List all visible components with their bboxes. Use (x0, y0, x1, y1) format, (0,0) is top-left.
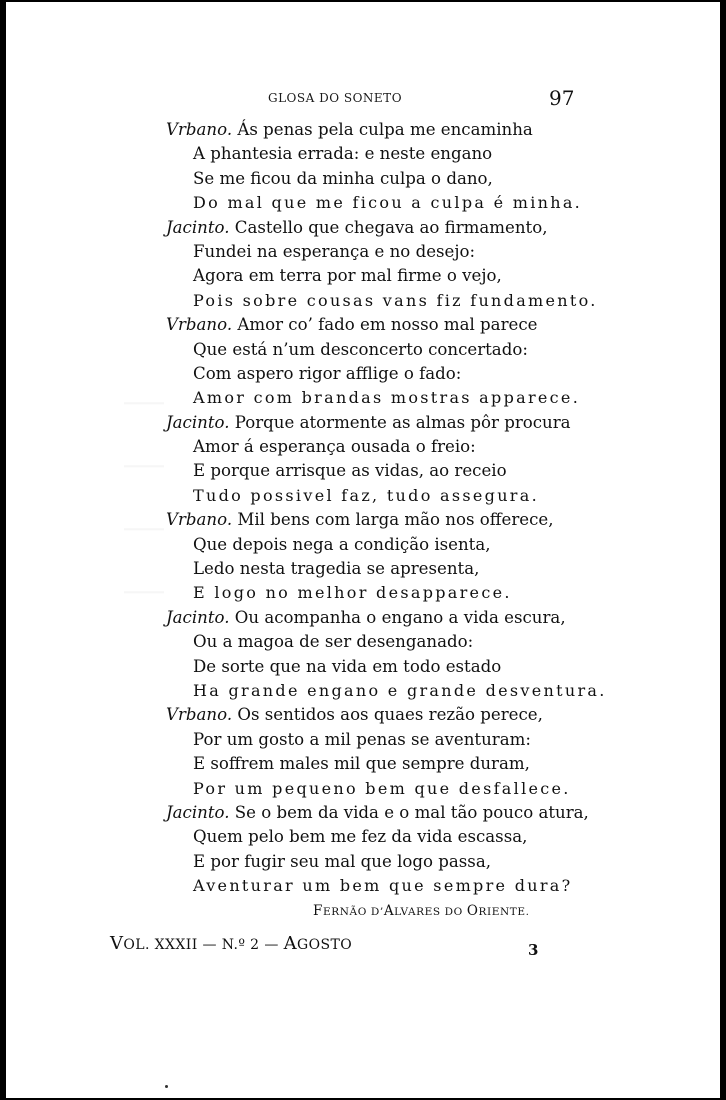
volume-line (110, 933, 352, 954)
verse-line: Fundei na esperança e no desejo: (193, 241, 476, 261)
verse-text: Porque atormente as almas pôr procura (234, 412, 571, 432)
signature-initial: F (313, 903, 323, 919)
signature-mark: 3 (528, 941, 539, 959)
speaker-name: Vrbano. (166, 510, 233, 530)
verse-line (166, 801, 589, 825)
bleed-through-marks (124, 342, 164, 642)
refrain-line: Amor com brandas mostras apparece. (193, 388, 581, 408)
verse-text: Os sentidos aos quaes rezão perece, (237, 705, 543, 725)
volume-text: OL. XXXII — N.º 2 — (123, 937, 284, 953)
verse-text: Ou acompanha o engano a vida escura, (234, 607, 566, 627)
verse-line: Que está n’um desconcerto concertado: (193, 339, 528, 359)
verse-line: E soffrem males mil que sempre duram, (193, 754, 530, 774)
refrain-line: Pois sobre cousas vans fiz fundamento. (193, 290, 598, 310)
speaker-name: Vrbano. (166, 120, 233, 139)
verse-line: A phantesia errada: e neste engano (193, 144, 493, 164)
verse-line: E por fugir seu mal que logo passa, (193, 851, 491, 871)
refrain-line: Tudo possivel faz, tudo assegura. (193, 485, 539, 505)
verse-text: Mil bens com larga mão nos offerece, (237, 510, 554, 530)
signature-part: LVARES DO (394, 906, 467, 918)
refrain-line: Por um pequeno bem que desfallece. (193, 778, 571, 798)
month-text: GOSTO (297, 937, 353, 953)
verse-line (166, 508, 566, 532)
speaker-name: Jacinto. (166, 217, 230, 237)
verse-line: Por um gosto a mil penas se aventuram: (193, 729, 531, 749)
verse-line: Se me ficou da minha culpa o dano, (193, 168, 493, 188)
verse-line: Que depois nega a condição isenta, (193, 534, 491, 554)
verse-line: Com aspero rigor afflige o fado: (193, 363, 462, 383)
verse-text: Ás penas pela culpa me encaminha (237, 120, 533, 139)
speaker-name: Jacinto. (166, 412, 230, 432)
verse-line (166, 703, 566, 727)
speck (165, 1085, 168, 1088)
poem (166, 118, 607, 899)
author-signature (313, 903, 530, 919)
signature-initial: O (466, 903, 479, 919)
verse-line: Agora em terra por mal firme o vejo, (193, 266, 502, 286)
verse-line: E porque arrisque as vidas, ao receio (193, 461, 507, 481)
verse-line (166, 606, 566, 630)
volume-initial: V (110, 933, 124, 954)
verse-line: Amor á esperança ousada o freio: (193, 437, 476, 457)
speaker-name: Jacinto. (166, 607, 230, 627)
verse-line (166, 313, 566, 337)
refrain-line: E logo no melhor desapparece. (193, 583, 512, 603)
verse-line (166, 118, 566, 142)
page-number: 97 (549, 86, 575, 110)
running-title: GLOSA DO SONETO (268, 91, 403, 105)
verse-text: Amor co’ fado em nosso mal parece (237, 315, 538, 335)
refrain-line: Do mal que me ficou a culpa é minha. (193, 193, 583, 213)
verse-line: Quem pelo bem me fez da vida escassa, (193, 827, 528, 847)
refrain-line: Aventurar um bem que sempre dura? (193, 876, 573, 896)
refrain-line: Ha grande engano e grande desventura. (193, 680, 607, 700)
signature-part: RIENTE. (478, 906, 530, 918)
verse-line: De sorte que na vida em todo estado (193, 656, 502, 676)
verse-text: Se o bem da vida e o mal tão pouco atura, (234, 802, 589, 822)
verse-line (166, 216, 566, 240)
verse-line: Ou a magoa de ser desenganado: (193, 632, 474, 652)
verse-line: Ledo nesta tragedia se apresenta, (193, 559, 480, 579)
speaker-name: Jacinto. (166, 802, 230, 822)
signature-initial: A (383, 903, 395, 919)
signature-part: ERNÃO D’ (322, 906, 384, 918)
verse-line (166, 411, 571, 435)
speaker-name: Vrbano. (166, 315, 233, 335)
verse-text: Castello que chegava ao firmamento, (234, 217, 548, 237)
speaker-name: Vrbano. (166, 705, 233, 725)
month-initial: A (283, 933, 297, 954)
